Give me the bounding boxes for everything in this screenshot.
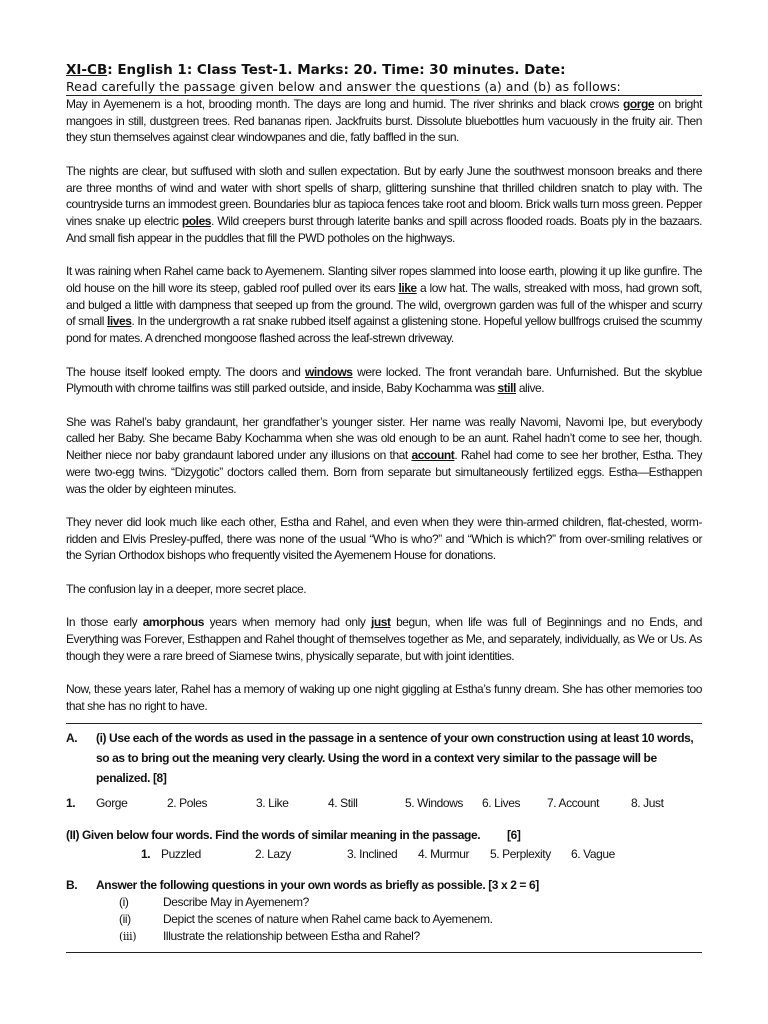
- question-a-text: (i) Use each of the words as used in the passage in a sentence of your own construction using at least 10 words, so as to bring out the meaning very clearly. Using the word in a context very similar to the passage will be penalized. [8]: [96, 730, 694, 785]
- paragraph-1: May in Ayemenem is a hot, brooding month. The days are long and humid. The river shrinks and black crows gorge on bright mangoes in still, dustgreen trees. Red bananas ripen. Jackfruits burst. Dissolute bluebottles hum vacuously in the fruity air. Then they stun themselves against clear windowpanes and die, fatly baffled in the sun.: [66, 97, 702, 145]
- test-title: [66, 62, 702, 79]
- paragraph-9: Now, these years later, Rahel has a memory of waking up one night giggling at Estha’s funny dream. She has other memories too that she has no right to have.: [66, 682, 702, 714]
- keyword-lives: lives: [107, 314, 132, 329]
- keyword-account: account: [411, 448, 455, 463]
- title-details: : English 1: Class Test-1. Marks: 20. Time: 30 minutes. Date:: [107, 62, 566, 78]
- question-a-ii-marks: [6]: [507, 827, 521, 842]
- synonym-list-number: 1.: [141, 846, 151, 861]
- question-b: [66, 876, 702, 894]
- word-item: Gorge: [96, 795, 128, 810]
- question-b-label: B.: [66, 877, 78, 892]
- question-b-text: Answer the following questions in your own words as briefly as possible. [3 x 2 = 6]: [96, 877, 539, 892]
- paragraph-7: The confusion lay in a deeper, more secret place.: [66, 581, 307, 596]
- synonym-list: [66, 845, 702, 863]
- instruction-line: Read carefully the passage given below and answer the questions (a) and (b) as follows:: [66, 79, 621, 94]
- question-b-item: [66, 911, 702, 928]
- word-list: [66, 794, 702, 812]
- synonym-item: 3. Inclined: [347, 846, 398, 861]
- synonym-item: 6. Vague: [571, 846, 615, 861]
- synonym-item: 2. Lazy: [255, 846, 291, 861]
- question-b-item-text: Illustrate the relationship between Estha and Rahel?: [163, 928, 420, 943]
- word-item: 2. Poles: [167, 795, 208, 810]
- paragraph-6: They never did look much like each other, Estha and Rahel, and even when they were thin-armed children, flat-chested, worm-ridden and Elvis Presley-puffed, there was none of the usual “Who is who?” and “Which is which?” from over-smiling relatives or the Syrian Orthodox bishops who frequently visited the Ayemenem House for donations.: [66, 515, 702, 563]
- paragraph-2: The nights are clear, but suffused with sloth and sullen expectation. But by early June the southwest monsoon breaks and there are three months of wind and water with short spells of sharp, glittering sunshine that thrilled children snatch to play with. The countryside turns an immodest green. Boundaries blur as tapioca fences take root and bloom. Brick walls turn moss green. Pepper vines snake up electric poles. Wild creepers burst through laterite banks and spill across flooded roads. Boats ply in the bazaars. And small fish appear in the puddles that fill the PWD potholes on the highways.: [66, 163, 702, 245]
- question-a-ii: [66, 826, 702, 844]
- word-item: 4. Still: [328, 795, 358, 810]
- word-list-number: 1.: [66, 795, 76, 810]
- synonym-item: 5. Perplexity: [490, 846, 551, 861]
- keyword-gorge: gorge: [622, 97, 655, 111]
- paragraph-5: She was Rahel’s baby grandaunt, her grandfather’s younger sister. Her name was really Navomi, Navomi Ipe, but everybody called her Baby. She became Baby Kochamma when she was old enough to be an aunt. Rahel hadn’t come to see her, though. Neither niece nor baby grandaunt labored under any illusions on that account. Rahel had come to see her brother, Estha. They were two-egg twins. “Dizygotic” doctors called them. Born from separate but simultaneously fertilized eggs. Estha—Esthappen was the older by eighteen minutes.: [66, 414, 702, 496]
- keyword-still: still: [497, 381, 516, 396]
- question-b-item: [66, 894, 702, 911]
- question-b-item: [66, 928, 702, 945]
- divider-bottom: [66, 952, 702, 953]
- keyword-poles: poles: [181, 214, 212, 229]
- divider-top: [66, 723, 702, 724]
- word-item: 7. Account: [547, 795, 600, 810]
- word-item: 6. Lives: [482, 795, 521, 810]
- question-b-item-number: (ii): [119, 911, 131, 926]
- keyword-like: like: [398, 280, 417, 295]
- question-b-item-text: Depict the scenes of nature when Rahel came back to Ayemenem.: [163, 911, 493, 926]
- word-item: 8. Just: [631, 795, 664, 810]
- word-item: 3. Like: [256, 795, 289, 810]
- class-code: XI-CB: [66, 62, 108, 78]
- synonym-item: Puzzled: [161, 846, 201, 861]
- keyword-just: just: [370, 615, 391, 630]
- paragraph-3: It was raining when Rahel came back to Ayemenem. Slanting silver ropes slammed into loose earth, plowing it up like gunfire. The old house on the hill wore its steep, gabled roof pulled over its ears like a low hat. The walls, streaked with moss, had grown soft, and bulged a little with dampness that seeped up from the ground. The wild, overgrown garden was full of the whisper and scurry of small lives. In the undergrowth a rat snake rubbed itself against a glistening stone. Hopeful yellow bullfrogs cruised the scummy pond for mates. A drenched mongoose flashed across the leaf-strewn driveway.: [66, 264, 702, 346]
- question-a-label: A.: [66, 730, 78, 745]
- question-a: [66, 728, 702, 788]
- test-page: [66, 62, 702, 953]
- keyword-windows: windows: [305, 364, 353, 379]
- synonym-item: 4. Murmur: [418, 846, 470, 861]
- question-b-item-number: (i): [119, 894, 129, 909]
- questions-section: [66, 728, 702, 953]
- word-item: 5. Windows: [405, 795, 464, 810]
- reading-passage: [66, 95, 702, 715]
- question-b-item-number: (iii): [119, 929, 137, 943]
- question-a-ii-text: (II) Given below four words. Find the words of similar meaning in the passage.: [66, 827, 481, 842]
- paragraph-8: In those early amorphous years when memory had only just begun, when life was full of Beginnings and no Ends, and Everything was Forever, Esthappen and Rahel thought of themselves together as Me, and separately, individually, as We or Us. As though they were a rare breed of Siamese twins, physically separate, but with joint identities.: [66, 615, 702, 663]
- question-b-item-text: Describe May in Ayemenem?: [163, 894, 309, 909]
- paragraph-4: The house itself looked empty. The doors and windows were locked. The front verandah bare. Unfurnished. But the skyblue Plymouth with chrome tailfins was still parked outside, and inside, Baby Kochamma was still alive.: [66, 364, 702, 396]
- keyword-amorphous: amorphous: [142, 615, 204, 630]
